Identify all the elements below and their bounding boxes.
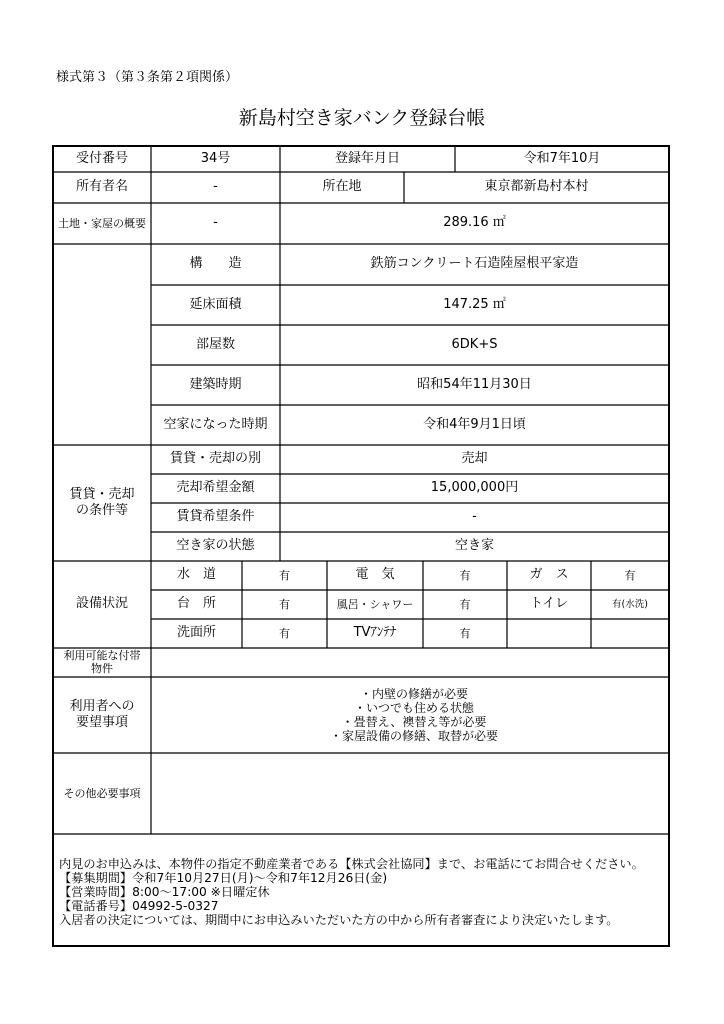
equipment-water-value: 有 — [279, 568, 290, 582]
vacant-since-label: 空家になった時期 — [163, 416, 268, 432]
page-title: 新島村空き家バンク登録台帳 — [238, 107, 486, 129]
registration-date-label: 登録年月日 — [334, 150, 400, 166]
equipment-kitchen-label: 台 所 — [176, 596, 216, 612]
location-label: 所在地 — [322, 179, 362, 195]
rent-sale-type-label: 賃貸・売却の別 — [169, 451, 261, 467]
equipment-electric-label: 電 気 — [355, 567, 395, 583]
equipment-toilet-value: 有(水洗) — [612, 598, 648, 610]
rooms-value: 6DK+S — [451, 336, 498, 352]
receipt-number-label: 受付番号 — [75, 150, 128, 166]
sale-price-label: 売却希望金額 — [176, 480, 255, 496]
structure-value: 鉄筋コンクリート石造陸屋根平家造 — [370, 256, 579, 272]
requests-list — [151, 677, 669, 753]
equipment-washroom-value: 有 — [279, 626, 290, 640]
floor-area-label: 延床面積 — [189, 296, 242, 312]
location-value: 東京都新島村本村 — [484, 179, 589, 195]
registration-date-value: 令和7年10月 — [523, 150, 601, 166]
land-house-overview-label: 土地・家屋の概要 — [58, 216, 146, 230]
form-id: 様式第３（第３条第２項関係） — [56, 70, 239, 85]
notice-block — [56, 855, 668, 929]
floor-area-value: 147.25 ㎡ — [443, 296, 506, 312]
equipment-tv-antenna-label: TVｱﾝﾃﾅ — [353, 625, 397, 641]
sale-price-value: 15,000,000円 — [430, 480, 519, 496]
equipment-bath-shower-label: 風呂・シャワー — [336, 597, 414, 611]
house-state-label: 空き家の状態 — [176, 538, 255, 554]
rooms-label: 部屋数 — [195, 336, 235, 352]
structure-label: 構 造 — [189, 256, 242, 272]
equipment-electric-value: 有 — [459, 568, 471, 582]
receipt-number-value: 34号 — [200, 150, 231, 166]
house-state-value: 空き家 — [454, 538, 494, 554]
list-item: ・いつでも住める状態 — [353, 701, 474, 715]
land-area-value: 289.16 ㎡ — [443, 215, 506, 231]
rent-conditions-value: - — [472, 509, 477, 525]
list-item: ・畳替え、襖替え等が必要 — [341, 715, 487, 729]
vacant-since-value: 令和4年9月1日頃 — [423, 416, 526, 432]
other-label: その他必要事項 — [63, 786, 141, 800]
list-item: ・内壁の修繕が必要 — [359, 687, 468, 701]
equipment-gas-label: ガ ス — [529, 567, 569, 583]
equipment-tv-antenna-value: 有 — [459, 626, 471, 640]
equipment-kitchen-value: 有 — [279, 597, 290, 611]
conditions-group-label: 賃貸・売却の条件等 — [69, 486, 135, 518]
owner-value: - — [213, 179, 218, 195]
notice-line: 内見のお申込みは、本物件の指定不動産業者である【株式会社協同】まで、お電話にてお問合せください。 — [59, 857, 644, 871]
equipment-bath-shower-value: 有 — [459, 597, 471, 611]
equipment-water-label: 水 道 — [176, 567, 216, 583]
notice-line: 【電話番号】04992-5-0327 — [59, 899, 219, 913]
owner-label: 所有者名 — [75, 179, 128, 195]
notice-line: 【募集期間】令和7年10月27日(月)～令和7年12月26日(金) — [59, 871, 388, 885]
land-house-overview-value: - — [213, 215, 218, 231]
list-item: ・家屋設備の修繕、取替が必要 — [329, 729, 498, 743]
rent-sale-type-value: 売却 — [461, 451, 488, 467]
notice-line: 入居者の決定については、期間中にお申込みいただいた方の中から所有者審査により決定いたします。 — [59, 913, 619, 927]
equipment-washroom-label: 洗面所 — [176, 625, 216, 641]
notice-line: 【営業時間】8:00～17:00 ※日曜定休 — [59, 885, 270, 899]
equipment-toilet-label: トイレ — [529, 596, 569, 612]
rent-conditions-label: 賃貸希望条件 — [176, 509, 255, 525]
equipment-gas-value: 有 — [624, 568, 636, 582]
equipment-group-label: 設備状況 — [75, 596, 128, 612]
built-date-value: 昭和54年11月30日 — [417, 376, 532, 392]
requests-label: 利用者への要望事項 — [69, 698, 135, 730]
built-date-label: 建築時期 — [189, 376, 242, 392]
available-items-label: 利用可能な付帯物件 — [63, 648, 141, 675]
